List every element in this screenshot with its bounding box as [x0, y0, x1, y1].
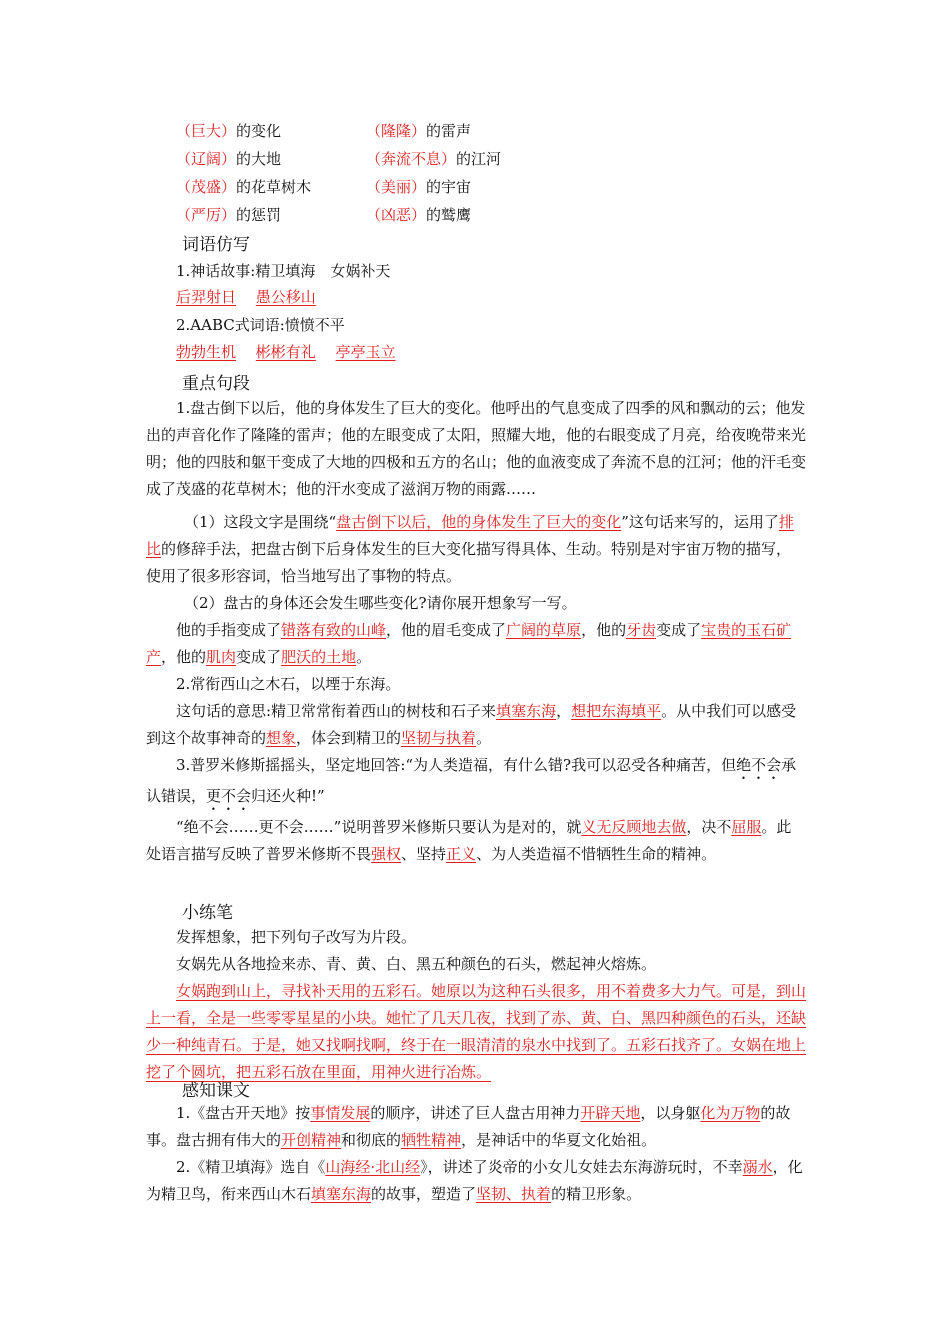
- perceive-block: [146, 1100, 806, 1208]
- pair-word: 巨大: [191, 122, 222, 140]
- pair-row: （巨大）的变化 （隆隆）的雷声: [176, 122, 472, 140]
- section-heading-perceive: 感知课文: [182, 1081, 250, 1101]
- practice-answer: 女娲跑到山上，寻找补天用的五彩石。她原以为这种石头很多，用不着费多大力气。可是，到山上一看，全是一些零零星星的小块。她忙了几天几夜，找到了赤、黄、白、黑四种颜色的石头，还缺少一种纯青石。于是，她又找啊找啊，终于在一眼清清的泉水中找到了。五彩石找齐了。女娲在地上挖了个圆坑，把五彩石放在里面，用神火进行冶炼。: [146, 982, 807, 1081]
- pair-word: 奔流不息: [381, 150, 442, 168]
- pair-word: 辽阔: [191, 150, 222, 168]
- key-paragraph-3: 3.普罗米修斯摇摇头，坚定地回答:“为人类造福，有什么错?我可以忍受各种痛苦，但绝不会承认错误，更不会归还火种!”: [146, 756, 797, 805]
- practice-block: [146, 924, 806, 1086]
- key-meaning-2: 这句话的意思:精卫常常衔着西山的树枝和石子来填塞东海，想把东海填平。从中我们可以感受到这个故事神奇的想象，体会到精卫的坚韧与执着。: [146, 702, 797, 747]
- perceive-item-1: 1.《盘古开天地》按事情发展的顺序，讲述了巨人盘古用神力开辟天地，以身躯化为万物的故事。盘古拥有伟大的开创精神和彻底的牺牲精神，是神话中的华夏文化始祖。: [146, 1104, 791, 1149]
- key-paragraph-1: 1.盘古倒下以后，他的身体发生了巨大的变化。他呼出的气息变成了四季的风和飘动的云；他发出的声音化作了隆隆的雷声；他的左眼变成了太阳，照耀大地，他的右眼变成了月亮，给夜晚带来光明；他的四肢和躯干变成了大地的四极和五方的名山；他的血液变成了奔流不息的江河；他的汗毛变成了茂盛的花草树木；他的汗水变成了滋润万物的雨露……: [146, 399, 807, 498]
- imitation-item-2: 2.AABC式词语:愤愤不平: [176, 316, 345, 334]
- imitation-item-1: 1.神话故事:精卫填海 女娲补天: [176, 262, 391, 280]
- pair-word: 茂盛: [191, 178, 222, 196]
- key-question-2: （2）盘古的身体还会发生哪些变化?请你展开想象写一写。: [184, 594, 577, 612]
- pair-word: 严厉: [191, 206, 222, 224]
- pair-word: 隆隆: [381, 122, 412, 140]
- key-explanation-3: “绝不会……更不会……”说明普罗米修斯只要认为是对的，就义无反顾地去做，决不屈服。此处语言描写反映了普罗米修斯不畏强权、坚持正义、为人类造福不惜牺牲生命的精神。: [146, 818, 792, 863]
- pair-row: （辽阔）的大地 （奔流不息）的江河: [176, 150, 502, 168]
- word-pairs: [176, 117, 502, 229]
- key-answer-2: 他的手指变成了错落有致的山峰，他的眉毛变成了广阔的草原，他的牙齿变成了宝贵的玉石矿产，他的肌肉变成了肥沃的土地。: [146, 621, 792, 666]
- pair-row: （严厉）的惩罚 （凶恶）的鹫鹰: [176, 206, 472, 224]
- practice-sentence: 女娲先从各地捡来赤、青、黄、白、黑五种颜色的石头，燃起神火熔炼。: [176, 955, 657, 973]
- pair-word: 凶恶: [381, 206, 412, 224]
- pair-row: （茂盛）的花草树木 （美丽）的宇宙: [176, 178, 472, 196]
- key-question-1: （1）这段文字是围绕“盘古倒下以后，他的身体发生了巨大的变化”这句话来写的，运用了排比的修辞手法，把盘古倒下后身体发生的巨大变化描写得具体、生动。特别是对宇宙万物的描写，使用了很多形容词，恰当地写出了事物的特点。: [146, 513, 794, 585]
- imitation-answers-1: 后羿射日 愚公移山: [176, 288, 316, 306]
- perceive-item-2: 2.《精卫填海》选自《山海经·北山经》，讲述了炎帝的小女儿女娃去东海游玩时，不幸溺水，化为精卫鸟，衔来西山木石填塞东海的故事，塑造了坚韧、执着的精卫形象。: [146, 1158, 803, 1203]
- section-heading-key: 重点句段: [182, 374, 250, 394]
- key-paragraphs: [146, 395, 806, 868]
- imitation-answers-2: 勃勃生机 彬彬有礼 亭亭玉立: [176, 343, 396, 361]
- section-heading-practice: 小练笔: [182, 903, 233, 923]
- key-paragraph-2: 2.常衔西山之木石，以堙于东海。: [176, 675, 401, 693]
- practice-instruction: 发挥想象，把下列句子改写为片段。: [176, 928, 417, 946]
- section-heading-imitation: 词语仿写: [182, 235, 250, 255]
- pair-word: 美丽: [381, 178, 412, 196]
